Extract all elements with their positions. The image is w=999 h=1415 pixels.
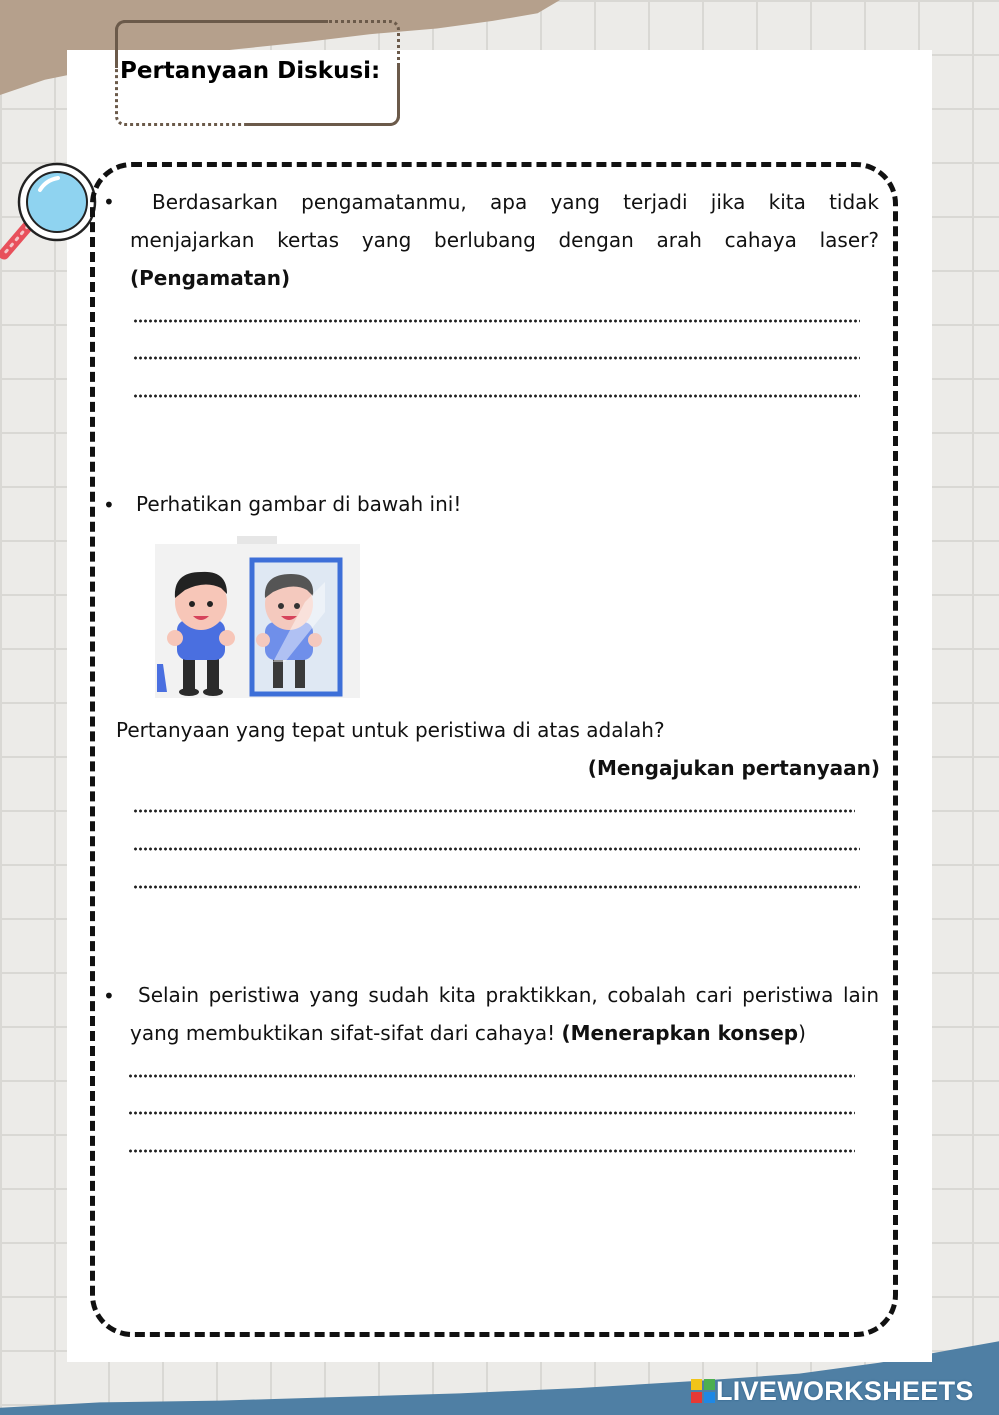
q1-answer-line-2[interactable] xyxy=(133,356,860,360)
q1-skill-tag xyxy=(130,259,290,297)
q3-line2 xyxy=(130,1014,806,1052)
q3-line2-text: yang membuktikan sifat-sifat dari cahaya! xyxy=(130,1021,562,1045)
q2-instruction: Perhatikan gambar di bawah ini! xyxy=(136,492,462,516)
page-title: Pertanyaan Diskusi: xyxy=(120,58,381,84)
q2-answer-line-1[interactable] xyxy=(133,809,855,813)
q3-tag-open: ( xyxy=(561,1021,571,1045)
q3-answer-line-3[interactable] xyxy=(128,1149,855,1153)
q1-line1: Berdasarkan pengamatanmu, apa yang terjadi jika kita tidak xyxy=(152,190,879,214)
live-blocks-icon xyxy=(690,1378,716,1404)
q1-tag-close: ) xyxy=(281,266,291,290)
bullet-q1: • xyxy=(103,190,115,214)
q1-tag-text: Pengamatan xyxy=(139,266,282,290)
q1-tag-open: ( xyxy=(130,266,140,290)
q3-line1: Selain peristiwa yang sudah kita praktikkan, cobalah cari peristiwa lain xyxy=(138,983,879,1007)
bullet-q2: • xyxy=(103,493,115,517)
q2-question: Pertanyaan yang tepat untuk peristiwa di atas adalah? xyxy=(116,718,665,742)
q3-answer-line-1[interactable] xyxy=(128,1074,855,1078)
q2-answer-line-3[interactable] xyxy=(133,885,860,889)
q1-answer-line-3[interactable] xyxy=(133,394,860,398)
mirror-reflection-image xyxy=(155,532,360,698)
q1-line2: menjajarkan kertas yang berlubang dengan arah cahaya laser? xyxy=(130,228,879,252)
q2-skill-tag xyxy=(560,749,880,787)
q2-answer-line-2[interactable] xyxy=(133,847,860,851)
q2-tag-close: ) xyxy=(870,756,880,780)
q1-answer-line-1[interactable] xyxy=(133,319,860,323)
q3-answer-line-2[interactable] xyxy=(128,1111,855,1115)
magnifier-icon xyxy=(0,160,100,265)
q3-tag-close: ) xyxy=(798,1021,806,1045)
q3-tag-text: Menerapkan konsep xyxy=(570,1021,799,1045)
liveworksheets-logo xyxy=(690,1375,974,1407)
bullet-q3: • xyxy=(103,984,115,1008)
logo-text: LIVEWORKSHEETS xyxy=(716,1375,974,1406)
q2-tag-text: Mengajukan pertanyaan xyxy=(596,756,871,780)
q2-tag-open: ( xyxy=(587,756,597,780)
